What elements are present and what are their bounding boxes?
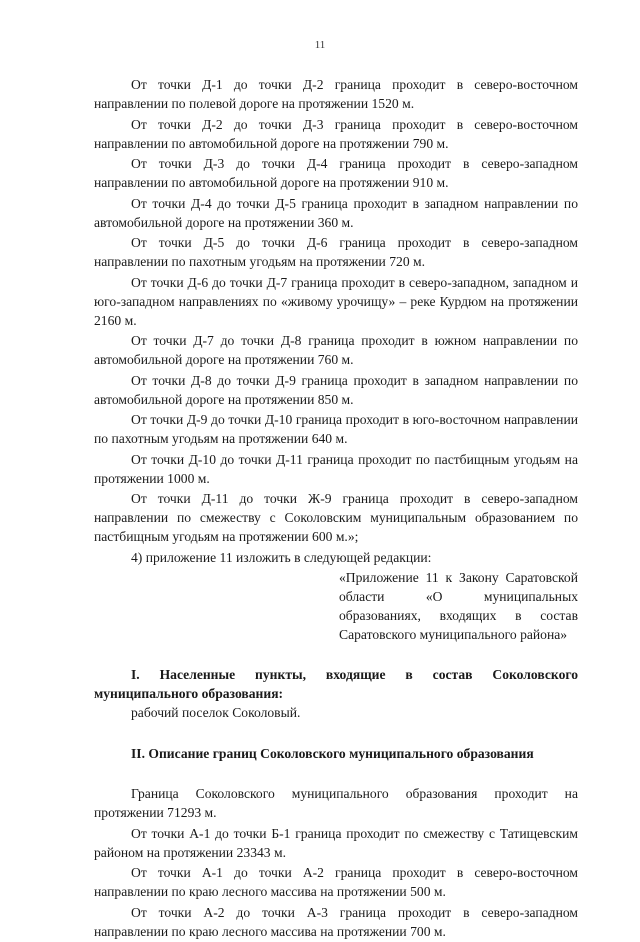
boundary-paragraph: От точки Д-5 до точки Д-6 граница проходит в северо-западном направлении по пахотным угодьям на протяжении 720 м.: [94, 235, 578, 269]
boundary-paragraph: От точки Д-6 до точки Д-7 граница проходит в северо-западном, западном и юго-западном направлениях по «живому урочищу» – реке Курдюм на протяжении 2160 м.: [94, 274, 578, 328]
boundary-paragraph: От точки Д-11 до точки Ж-9 граница проходит в северо-западном направлении по смежеству с Соколовским муниципальным образованием по пастбищным угодьям на протяжении 600 м.»;: [94, 491, 578, 544]
page-number: 11: [314, 39, 326, 51]
boundary-paragraph: От точки А-2 до точки А-3 граница проходит в северо-западном направлении по краю лесного массива на протяжении 700 м.: [94, 904, 578, 939]
boundary-paragraph: От точки Д-1 до точки Д-2 граница проходит в северо-восточном направлении по полевой дороге на протяжении 1520 м.: [94, 77, 578, 111]
section-heading-boundaries: II. Описание границ Соколовского муниципального образования: [131, 746, 534, 761]
settlement-item: рабочий поселок Соколовый.: [131, 705, 301, 720]
boundary-paragraph: От точки Д-4 до точки Д-5 граница проходит в западном направлении по автомобильной дороге на протяжении 360 м.: [94, 195, 578, 230]
amendment-paragraph: 4) приложение 11 изложить в следующей редакции:: [131, 549, 432, 565]
boundary-paragraph: От точки А-1 до точки А-2 граница проходит в северо-восточном направлении по краю лесного массива на протяжении 500 м.: [94, 865, 578, 899]
boundary-paragraph: От точки Д-2 до точки Д-3 граница проходит в северо-восточном направлении по автомобильной дороге на протяжении 790 м.: [94, 116, 578, 151]
document-body: [94, 75, 578, 942]
boundary-paragraph: От точки Д-9 до точки Д-10 граница проходит в юго-восточном направлении по пахотным угодьям на протяжении 640 м.: [94, 412, 578, 446]
boundary-paragraph: От точки Д-3 до точки Д-4 граница проходит в северо-западном направлении по автомобильной дороге на протяжении 910 м.: [94, 156, 578, 190]
boundary-paragraph: От точки Д-10 до точки Д-11 граница проходит по пастбищным угодьям на протяжении 1000 м.: [94, 451, 578, 486]
boundary-paragraph: Граница Соколовского муниципального образования проходит на протяжении 71293 м.: [94, 786, 578, 820]
section-heading-settlements: I. Населенные пункты, входящие в состав Соколовского муниципального образования:: [94, 667, 578, 701]
boundary-paragraph: От точки Д-7 до точки Д-8 граница проходит в южном направлении по автомобильной дороге на протяжении 760 м.: [94, 333, 578, 367]
boundary-paragraph: От точки Д-8 до точки Д-9 граница проходит в западном направлении по автомобильной дороге на протяжении 850 м.: [94, 372, 578, 407]
appendix-caption: «Приложение 11 к Закону Саратовской области «О муниципальных образованиях, входящих в состав Саратовского муниципального района»: [339, 570, 578, 642]
boundary-paragraph: От точки А-1 до точки Б-1 граница проходит по смежеству с Татищевским районом на протяжении 23343 м.: [94, 825, 578, 860]
